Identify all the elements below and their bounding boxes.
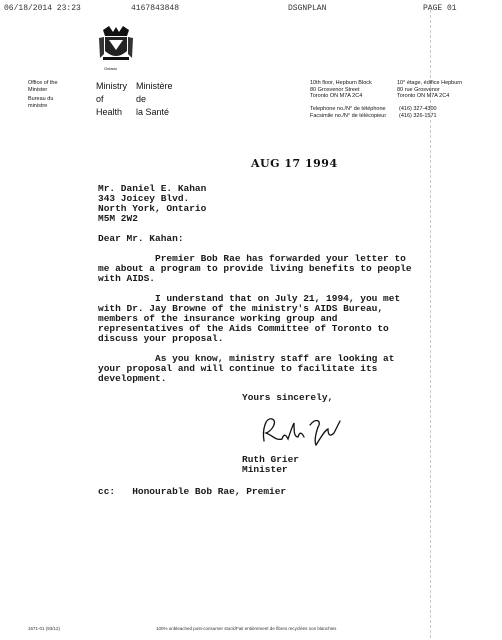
fax-number: 4167843848	[131, 4, 180, 13]
recipient-line-1: Mr. Daniel E. Kahan	[98, 183, 207, 194]
closing: Yours sincerely,	[242, 392, 334, 403]
para-3-line-1: As you know, ministry staff are looking at	[98, 353, 395, 364]
telephone-label: Telephone no./N° de téléphone	[310, 106, 386, 112]
signer-name: Ruth Grier	[242, 454, 300, 465]
para-1-line-3: with AIDS.	[98, 273, 156, 284]
ministry-en-line-2: of	[96, 94, 104, 104]
salutation: Dear Mr. Kahan:	[98, 233, 184, 244]
cc-line: cc: Honourable Bob Rae, Premier	[98, 486, 287, 497]
ministry-en-line-3: Health	[96, 107, 123, 117]
ministry-fr-line-2: de	[136, 94, 147, 104]
para-1-line-2: me about a program to provide living benefits to people	[98, 263, 412, 274]
para-1-line-1: Premier Bob Rae has forwarded your letter to	[98, 253, 406, 264]
address-fr-line-3: Toronto ON M7A 2C4	[397, 93, 450, 99]
address-en-line-2: 80 Grosvenor Street	[310, 86, 360, 93]
signer-title: Minister	[242, 464, 288, 475]
handwritten-signature-icon	[258, 411, 344, 449]
para-2-line-5: discuss your proposal.	[98, 333, 224, 344]
fax-sender: DSGNPLAN	[288, 4, 327, 13]
para-2-line-3: members of the insurance working group and	[98, 313, 338, 324]
ministry-fr-line-3: la Santé	[136, 107, 170, 117]
ministry-fr-line-1: Ministère	[136, 81, 173, 91]
office-en-line-2: Minister	[28, 87, 48, 93]
para-3-line-3: development.	[98, 373, 167, 384]
para-2-line-1: I understand that on July 21, 1994, you met	[98, 293, 401, 304]
fax-label: Facsimile no./N° de télécopieur	[310, 113, 387, 119]
ministry-en-line-1: Ministry	[96, 81, 127, 91]
fax-datetime: 06/18/2014 23:23	[4, 4, 81, 13]
recipient-line-3: North York, Ontario	[98, 203, 207, 214]
ontario-crest-icon	[97, 24, 135, 64]
para-3-line-2: your proposal and will continue to facilitate its	[98, 363, 378, 374]
para-2-line-2: with Dr. Jay Browne of the ministry's AIDS Bureau,	[98, 303, 384, 314]
telephone-value: (416) 327-4300	[399, 106, 437, 112]
crest-label: Ontario	[104, 66, 118, 71]
fax-page: PAGE 01	[423, 4, 457, 13]
paper-note: 100% unbleached post-consumer stock/Fait entièrement de fibres recyclées non blanchies	[156, 626, 337, 631]
office-fr-line-2: ministre	[28, 103, 48, 109]
form-number: 1671-01 (93/12)	[28, 626, 61, 631]
fax-edge-line	[430, 10, 431, 638]
office-fr-line-1: Bureau du	[28, 96, 54, 102]
address-en-line-3: Toronto ON M7A 2C4	[310, 93, 363, 99]
para-2-line-4: representatives of the Aids Committee of Toronto to	[98, 323, 389, 334]
address-en-line-1: 10th floor, Hepburn Block	[310, 80, 372, 86]
office-en-line-1: Office of the	[28, 80, 58, 86]
address-fr-line-2: 80 rue Grosvenor	[397, 86, 440, 93]
recipient-line-4: M5M 2W2	[98, 213, 138, 224]
date-stamp: AUG 17 1994	[251, 157, 338, 170]
recipient-line-2: 343 Joicey Blvd.	[98, 193, 190, 204]
fax-value: (416) 326-1571	[399, 113, 437, 119]
address-fr-line-1: 10° étage, édifice Hepburn	[397, 80, 463, 86]
